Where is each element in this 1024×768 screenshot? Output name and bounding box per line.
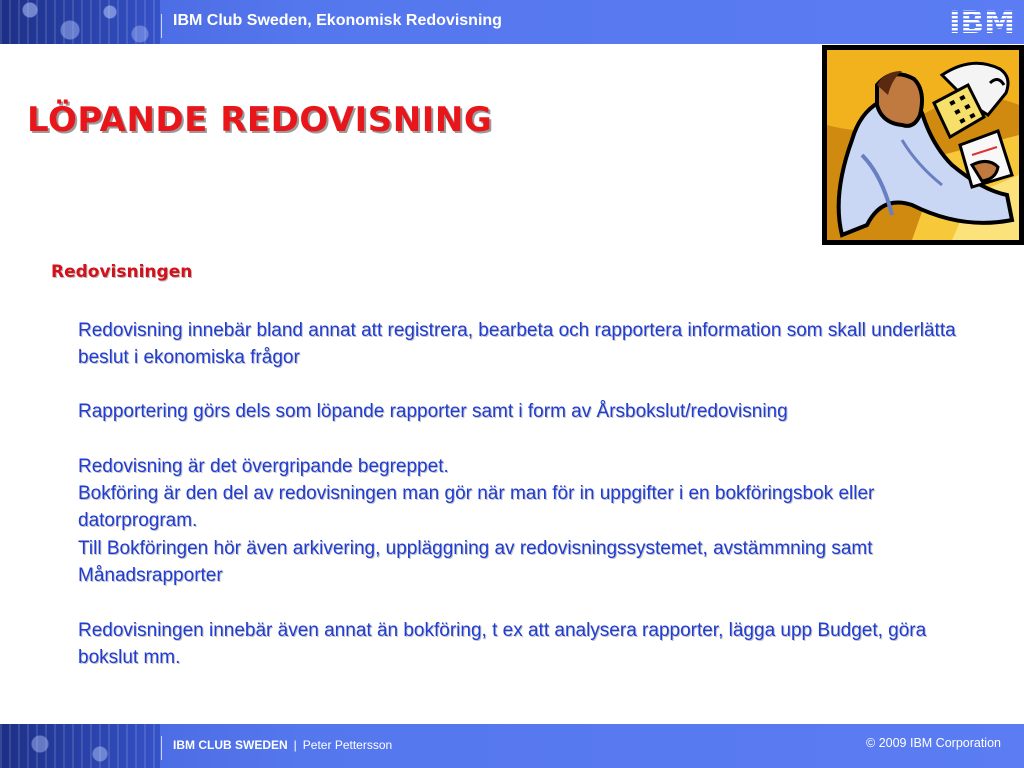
paragraph-bookkeeping-includes: Till Bokföringen hör även arkivering, uppläggning av redovisningssystemet, avstämmning samt Månadsrapporter bbox=[78, 538, 873, 586]
footer-left bbox=[173, 738, 392, 752]
footer-brand: IBM CLUB SWEDEN bbox=[173, 738, 288, 752]
header-decoration bbox=[0, 0, 160, 44]
paragraph-beyond-bookkeeping: Redovisningen innebär även annat än bokföring, t ex att analysera rapporter, lägga upp Budget, göra bokslut mm. bbox=[78, 620, 927, 668]
section-heading: Redovisningen bbox=[51, 262, 193, 282]
paragraph-overall-concept: Redovisning är det övergripande begreppet. bbox=[78, 456, 449, 477]
paragraph-bookkeeping: Bokföring är den del av redovisningen man gör när man för in uppgifter i en bokföringsbok eller datorprogram. bbox=[78, 483, 875, 531]
page-title: LÖPANDE REDOVISNING bbox=[27, 100, 493, 140]
accountant-clipart-icon bbox=[822, 45, 1024, 245]
footer-band bbox=[0, 724, 1024, 768]
footer-decoration bbox=[0, 724, 160, 768]
header-band bbox=[0, 0, 1024, 44]
footer-separator bbox=[161, 736, 162, 760]
ibm-logo-icon bbox=[946, 4, 1018, 38]
paragraph-definition: Redovisning innebär bland annat att registrera, bearbeta och rapportera information som skall underlätta beslut i ekonomiska frågor bbox=[78, 320, 956, 368]
header-title: IBM Club Sweden, Ekonomisk Redovisning bbox=[173, 12, 502, 29]
header-separator bbox=[161, 14, 162, 38]
footer-pipe: | bbox=[293, 738, 297, 752]
footer-copyright: © 2009 IBM Corporation bbox=[866, 736, 1001, 750]
paragraph-reporting: Rapportering görs dels som löpande rapporter samt i form av Årsbokslut/redovisning bbox=[78, 401, 788, 422]
footer-author: Peter Pettersson bbox=[302, 738, 393, 752]
